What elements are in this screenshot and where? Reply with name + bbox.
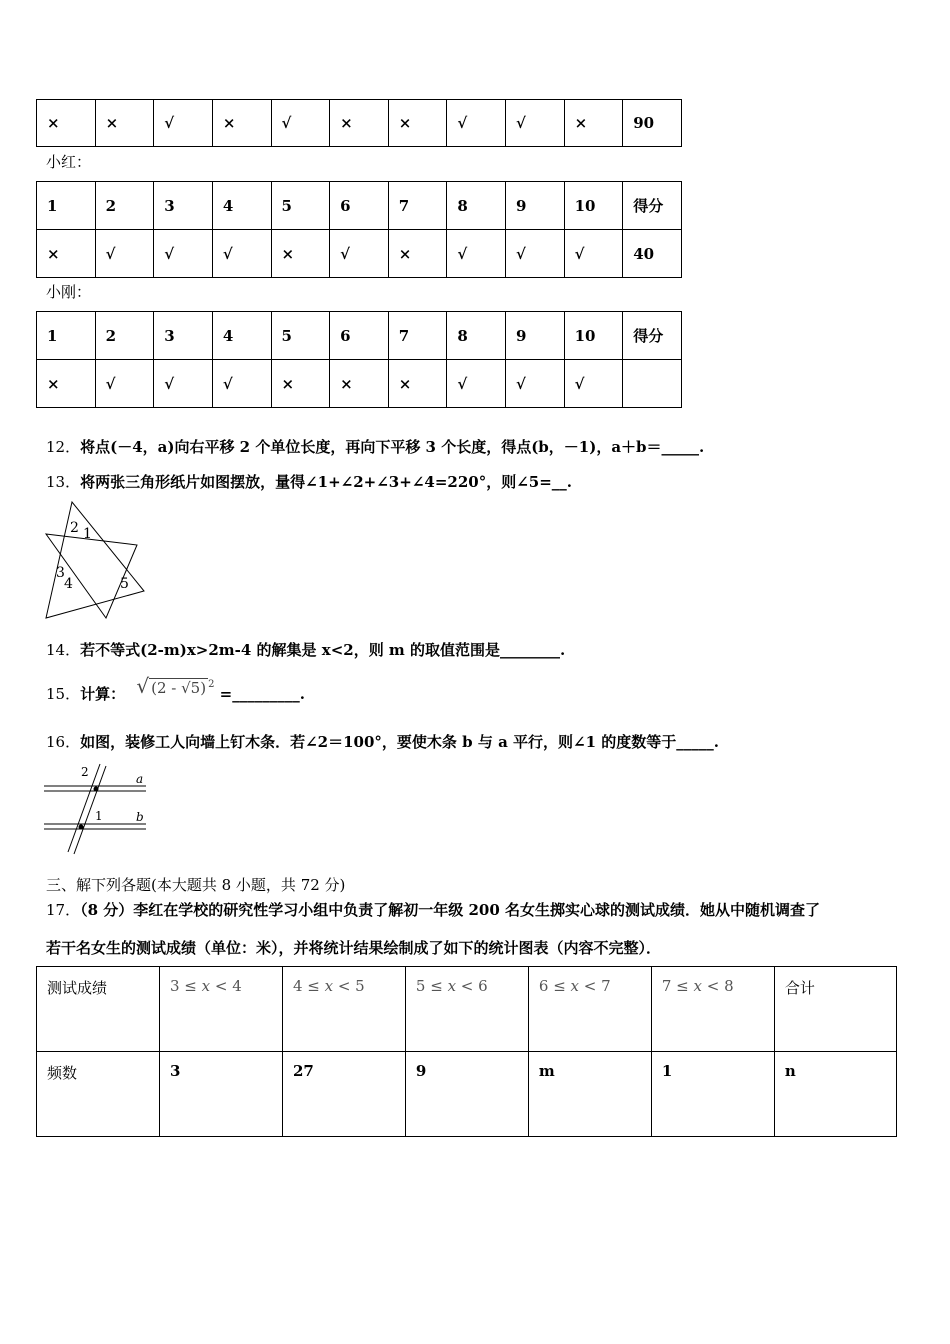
xiaohong-answer-cell: √: [506, 230, 565, 278]
angle-2-label: 2: [81, 765, 89, 779]
section-3-title: 三、解下列各题(本大题共 8 小题，共 72 分): [46, 876, 346, 894]
sqrt-expression: √ (2 - √5) $^2$: [136, 674, 215, 698]
angle-4-label: 4: [64, 576, 73, 592]
xiaohong-label: 小红：: [46, 153, 92, 171]
top-answer-cell: 90: [623, 100, 682, 147]
xiaohong-header-cell: 10: [564, 182, 623, 230]
xiaogang-answer-cell: [623, 360, 682, 408]
score-range-header: 5 ≤ x < 6: [405, 967, 528, 1052]
question-16: 16．如图，装修工人向墙上钉木条．若∠2＝100°，要使木条 b 与 a 平行，则∠1 的度数等于_____.: [46, 733, 719, 751]
xiaogang-answer-cell: √: [447, 360, 506, 408]
xiaogang-table: [36, 311, 682, 408]
xiaogang-header-cell: 6: [330, 312, 389, 360]
score-range-header: 7 ≤ x < 8: [651, 967, 774, 1052]
question-17-line1: 17．（8 分）李红在学校的研究性学习小组中负责了解初一年级 200 名女生掷实心球的测试成绩．她从中随机调查了: [46, 901, 821, 919]
xiaohong-answer-cell: √: [447, 230, 506, 278]
top-answer-cell: ×: [330, 100, 389, 147]
frequency-cell: 1: [651, 1052, 774, 1137]
xiaogang-header-cell: 8: [447, 312, 506, 360]
parallel-lines-figure: [44, 762, 154, 858]
xiaohong-header-cell: 9: [506, 182, 565, 230]
top-answer-cell: ×: [37, 100, 96, 147]
xiaohong-answer-cell: √: [564, 230, 623, 278]
top-answer-cell: ×: [564, 100, 623, 147]
xiaogang-answer-cell: √: [154, 360, 213, 408]
xiaohong-answer-cell: ×: [271, 230, 330, 278]
frequency-cell: 9: [405, 1052, 528, 1137]
xiaogang-answer-cell: √: [506, 360, 565, 408]
xiaogang-answer-cell: √: [564, 360, 623, 408]
xiaohong-table: [36, 181, 682, 278]
score-range-header: 6 ≤ x < 7: [528, 967, 651, 1052]
score-range-header: 3 ≤ x < 4: [159, 967, 282, 1052]
top-answer-cell: ×: [388, 100, 447, 147]
xiaohong-answer-cell: √: [212, 230, 271, 278]
xiaohong-answer-cell: ×: [388, 230, 447, 278]
line-b-label: b: [136, 810, 144, 824]
xiaogang-answer-cell: ×: [37, 360, 96, 408]
xiaohong-header-cell: 2: [95, 182, 154, 230]
angle-2-label: 2: [70, 520, 79, 536]
angle-1-label: 1: [83, 526, 92, 542]
xiaogang-answer-cell: ×: [330, 360, 389, 408]
answer-table-top: [36, 99, 682, 147]
line-a-label: a: [136, 772, 144, 786]
xiaohong-answer-cell: ×: [37, 230, 96, 278]
angle-5-label: 5: [120, 576, 129, 592]
top-answer-cell: √: [447, 100, 506, 147]
frequency-cell: 27: [282, 1052, 405, 1137]
xiaogang-header-cell: 10: [564, 312, 623, 360]
xiaogang-header-cell: 3: [154, 312, 213, 360]
xiaohong-header-cell: 1: [37, 182, 96, 230]
score-frequency-table: [36, 966, 897, 1137]
angle-1-label: 1: [95, 809, 103, 823]
xiaogang-answer-cell: ×: [271, 360, 330, 408]
xiaogang-answer-cell: √: [212, 360, 271, 408]
xiaogang-answer-cell: ×: [388, 360, 447, 408]
score-range-header: 4 ≤ x < 5: [282, 967, 405, 1052]
angle-3-label: 3: [56, 565, 65, 581]
xiaohong-answer-cell: √: [154, 230, 213, 278]
xiaohong-header-cell: 得分: [623, 182, 682, 230]
xiaohong-header-cell: 3: [154, 182, 213, 230]
xiaogang-answer-cell: √: [95, 360, 154, 408]
xiaohong-header-cell: 6: [330, 182, 389, 230]
xiaogang-header-cell: 5: [271, 312, 330, 360]
top-answer-cell: √: [154, 100, 213, 147]
triangles-figure: [44, 500, 148, 622]
xiaogang-header-cell: 2: [95, 312, 154, 360]
frequency-cell: m: [528, 1052, 651, 1137]
top-answer-cell: √: [271, 100, 330, 147]
xiaohong-header-cell: 7: [388, 182, 447, 230]
row-label-frequency: 频数: [37, 1052, 160, 1137]
row-label-score: 测试成绩: [37, 967, 160, 1052]
xiaogang-header-cell: 得分: [623, 312, 682, 360]
xiaogang-header-cell: 1: [37, 312, 96, 360]
triangle-1: [46, 502, 144, 618]
xiaohong-answer-cell: √: [330, 230, 389, 278]
xiaohong-answer-cell: 40: [623, 230, 682, 278]
question-14: 14．若不等式(2-m)x>2m-4 的解集是 x<2，则 m 的取值范围是________.: [46, 641, 566, 659]
question-12: 12．将点(－4，a)向右平移 2 个单位长度，再向下平移 3 个长度，得点(b，－1)，a＋b＝_____.: [46, 438, 705, 456]
xiaogang-header-cell: 7: [388, 312, 447, 360]
xiaohong-header-cell: 8: [447, 182, 506, 230]
question-13: 13．将两张三角形纸片如图摆放，量得∠1+∠2+∠3+∠4=220°，则∠5=__.: [46, 473, 572, 491]
question-15: 15．计算： √ (2 - √5) $^2$ =_________.: [46, 674, 305, 703]
top-answer-cell: ×: [212, 100, 271, 147]
xiaohong-header-cell: 5: [271, 182, 330, 230]
xiaohong-header-cell: 4: [212, 182, 271, 230]
xiaogang-label: 小刚：: [46, 283, 92, 301]
question-17-line2: 若干名女生的测试成绩（单位：米），并将统计结果绘制成了如下的统计图表（内容不完整）．: [46, 939, 662, 957]
total-header: 合计: [774, 967, 896, 1052]
frequency-cell: n: [774, 1052, 896, 1137]
xiaogang-header-cell: 4: [212, 312, 271, 360]
frequency-cell: 3: [159, 1052, 282, 1137]
xiaogang-header-cell: 9: [506, 312, 565, 360]
top-answer-cell: ×: [95, 100, 154, 147]
top-answer-cell: √: [506, 100, 565, 147]
xiaohong-answer-cell: √: [95, 230, 154, 278]
